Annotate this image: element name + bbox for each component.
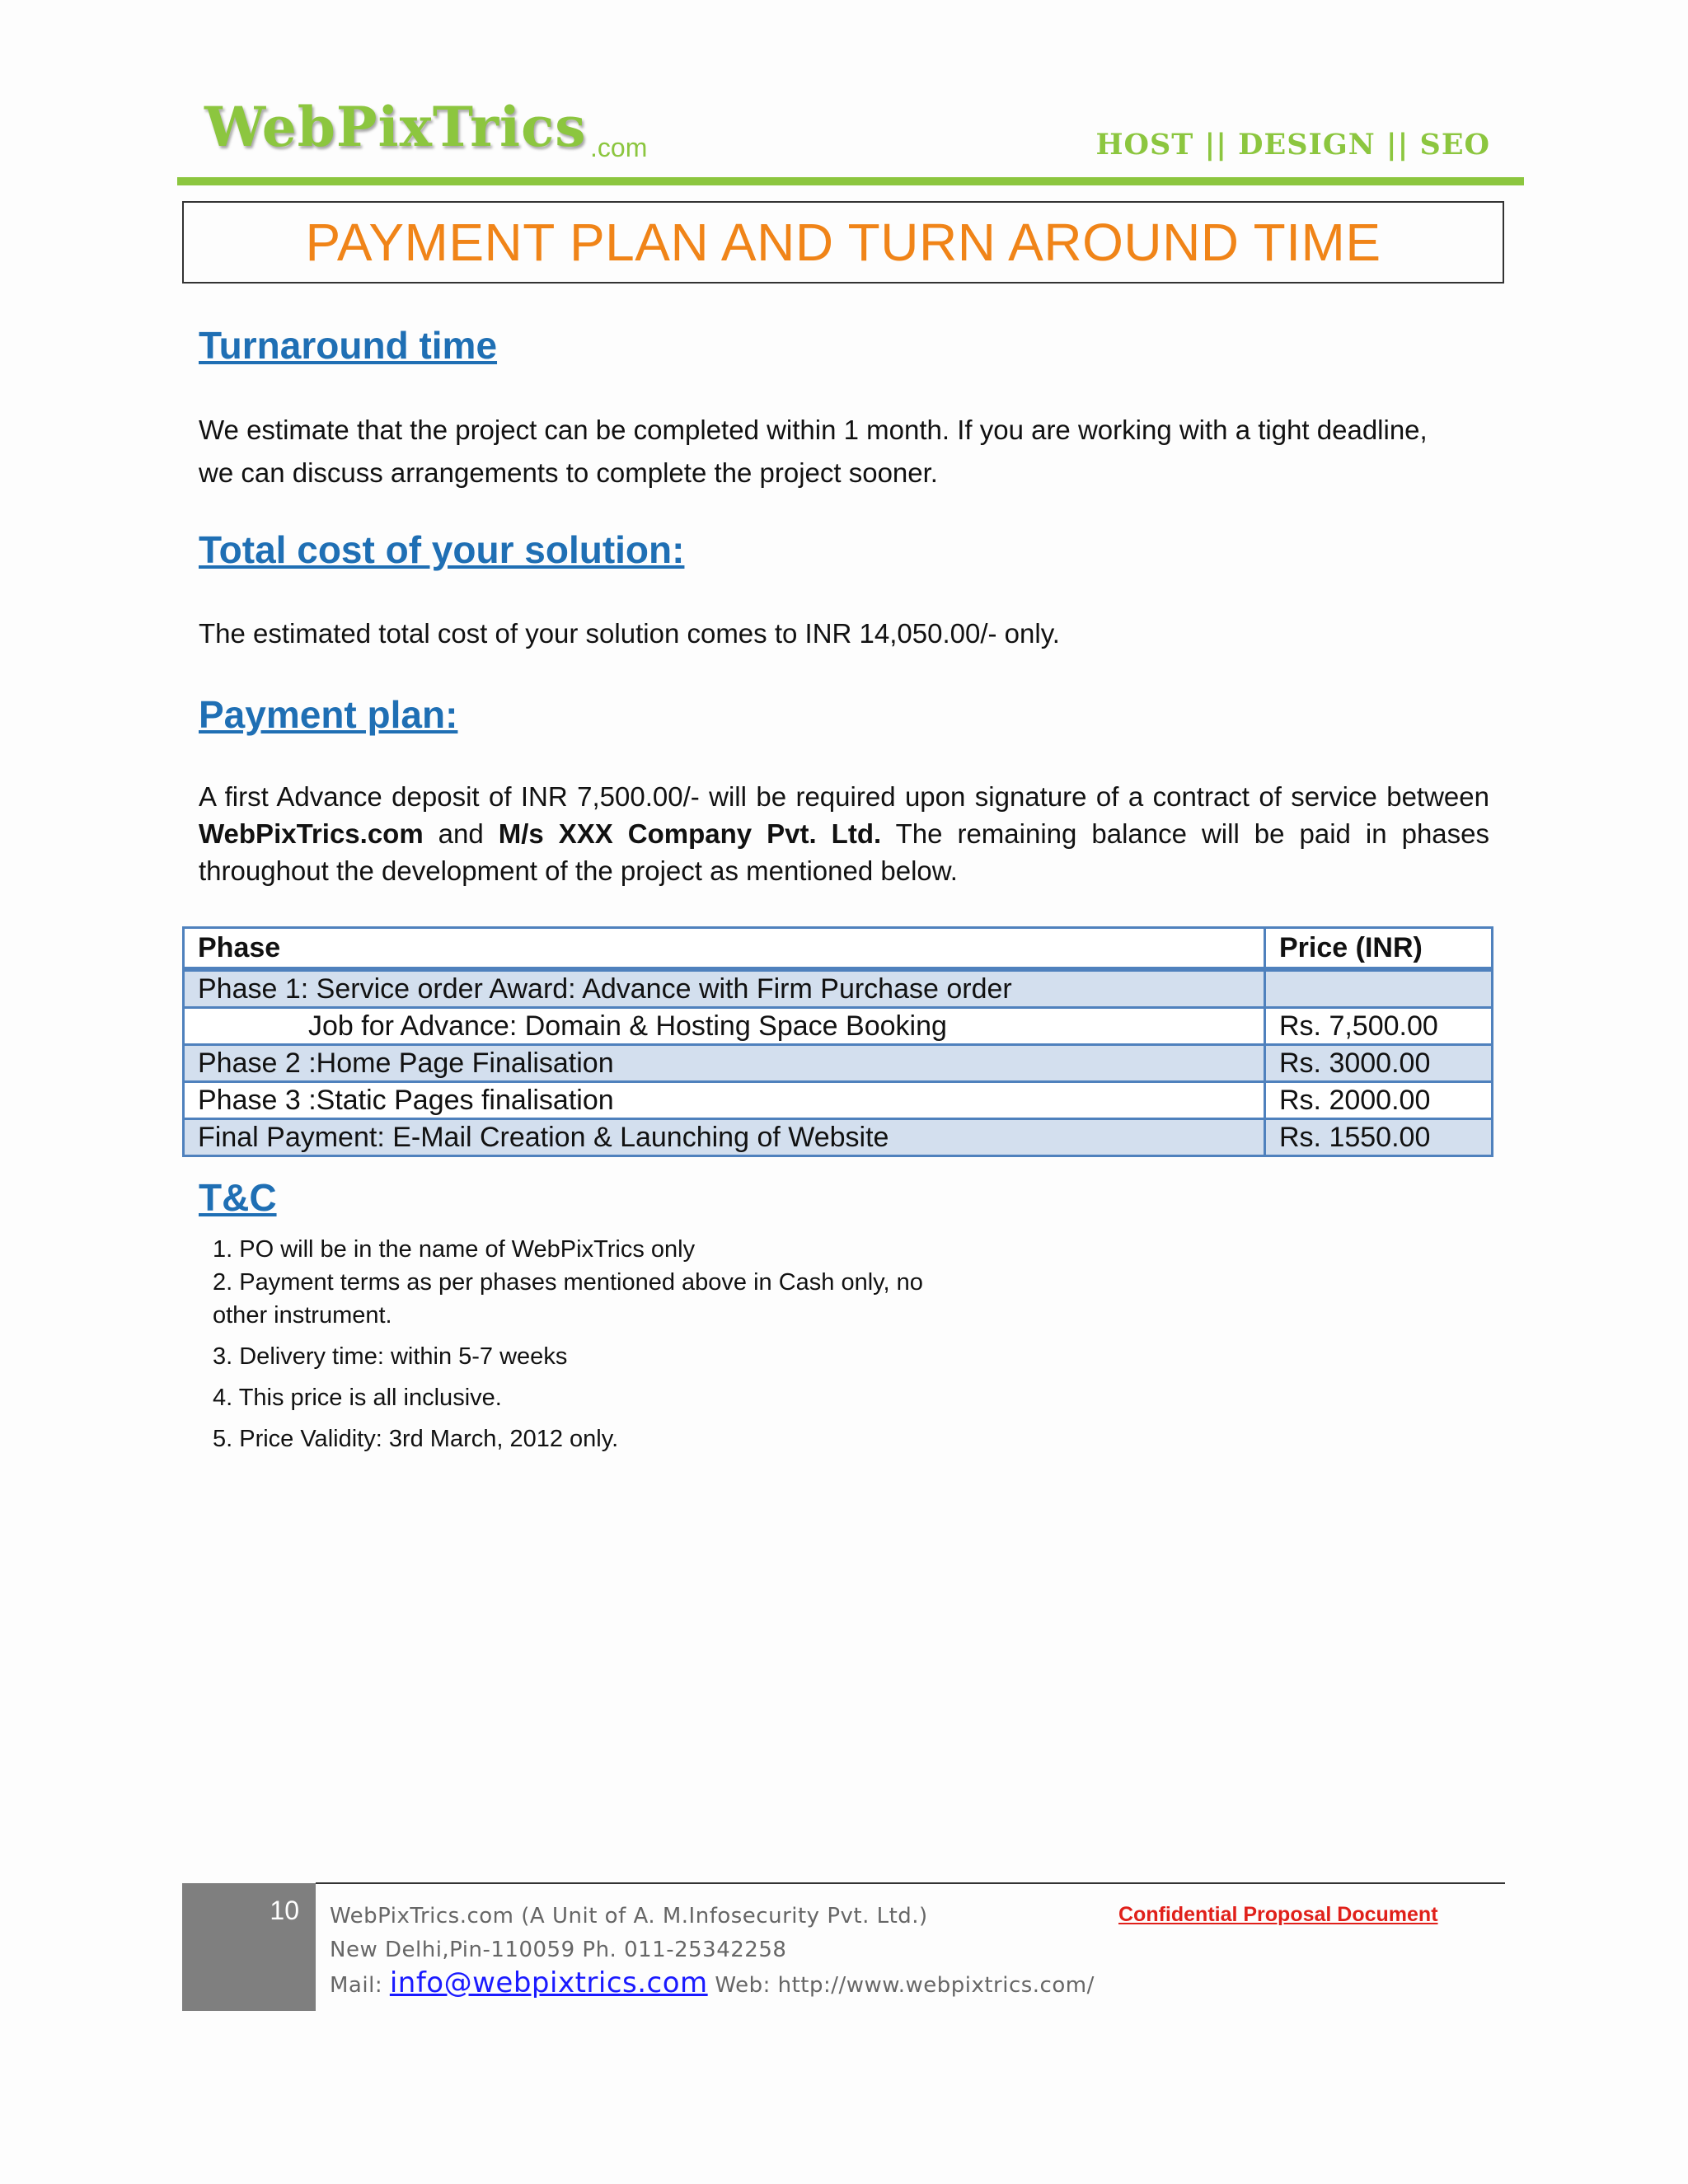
web-text: Web: http://www.webpixtrics.com/ bbox=[707, 1973, 1095, 1998]
table-header-row bbox=[184, 928, 1493, 970]
phase-cell: Job for Advance: Domain & Hosting Space Booking bbox=[184, 1008, 1265, 1045]
payment-text-part: and bbox=[423, 818, 499, 849]
price-cell: Rs. 2000.00 bbox=[1265, 1082, 1493, 1119]
payment-plan-text bbox=[199, 778, 1489, 889]
list-item: 4. This price is all inclusive. bbox=[213, 1385, 502, 1411]
phase-cell: Final Payment: E-Mail Creation & Launching of Website bbox=[184, 1119, 1265, 1156]
list-item: other instrument. bbox=[213, 1302, 392, 1329]
table-row bbox=[184, 1008, 1493, 1045]
price-cell: Rs. 1550.00 bbox=[1265, 1119, 1493, 1156]
phase-cell: Phase 1: Service order Award: Advance with Firm Purchase order bbox=[184, 969, 1265, 1008]
page-number: 10 bbox=[270, 1896, 299, 1925]
footer-company-line: WebPixTrics.com (A Unit of A. M.Infosecurity Pvt. Ltd.) bbox=[330, 1904, 928, 1929]
mail-label: Mail: bbox=[330, 1973, 390, 1998]
payment-text-part: The remaining balance will be paid in phases throughout the development of the project as mentioned below. bbox=[199, 818, 1489, 886]
page-title: PAYMENT PLAN AND TURN AROUND TIME bbox=[305, 213, 1381, 272]
phase-cell: Phase 2 :Home Page Finalisation bbox=[184, 1045, 1265, 1082]
footer-contact-line bbox=[330, 1966, 1095, 1999]
turnaround-line-2: we can discuss arrangements to complete the project sooner. bbox=[199, 457, 938, 488]
phase-cell: Phase 3 :Static Pages finalisation bbox=[184, 1082, 1265, 1119]
vendor-name: WebPixTrics.com bbox=[199, 818, 424, 849]
table-row bbox=[184, 1082, 1493, 1119]
header-divider bbox=[177, 177, 1524, 185]
list-item: 2. Payment terms as per phases mentioned above in Cash only, no bbox=[213, 1269, 923, 1296]
list-item: 5. Price Validity: 3rd March, 2012 only. bbox=[213, 1426, 619, 1452]
payment-phase-table bbox=[182, 926, 1493, 1157]
tc-heading: T&C bbox=[199, 1176, 277, 1219]
logo-wordmark: WebPixTrics bbox=[204, 95, 587, 159]
client-name: M/s XXX Company Pvt. Ltd. bbox=[498, 818, 882, 849]
table-row bbox=[184, 969, 1493, 1008]
turnaround-text bbox=[199, 409, 1489, 494]
column-header-price: Price (INR) bbox=[1265, 928, 1493, 970]
footer-divider bbox=[316, 1882, 1505, 1884]
footer-address-line: New Delhi,Pin-110059 Ph. 011-25342258 bbox=[330, 1938, 787, 1962]
logo-suffix: .com bbox=[590, 133, 648, 162]
turnaround-heading: Turnaround time bbox=[199, 324, 498, 367]
list-item: 1. PO will be in the name of WebPixTrics only bbox=[213, 1236, 696, 1263]
payment-text-part: A first Advance deposit of INR 7,500.00/- will be required upon signature of a contract of service between bbox=[199, 781, 1489, 812]
table-row bbox=[184, 1119, 1493, 1156]
table-row bbox=[184, 1045, 1493, 1082]
confidential-label: Confidential Proposal Document bbox=[1118, 1903, 1438, 1926]
total-cost-heading: Total cost of your solution: bbox=[199, 528, 685, 571]
price-cell: Rs. 3000.00 bbox=[1265, 1045, 1493, 1082]
column-header-phase: Phase bbox=[184, 928, 1265, 970]
payment-plan-heading: Payment plan: bbox=[199, 693, 458, 736]
price-cell bbox=[1265, 969, 1493, 1008]
turnaround-line-1: We estimate that the project can be completed within 1 month. If you are working with a tight deadline, bbox=[199, 415, 1428, 445]
total-cost-text: The estimated total cost of your solution comes to INR 14,050.00/- only. bbox=[199, 618, 1060, 649]
price-cell: Rs. 7,500.00 bbox=[1265, 1008, 1493, 1045]
header-tagline: HOST || DESIGN || SEO bbox=[1095, 128, 1490, 162]
email-link[interactable]: info@webpixtrics.com bbox=[389, 1966, 708, 1999]
list-item: 3. Delivery time: within 5-7 weeks bbox=[213, 1343, 568, 1370]
page-title-box bbox=[182, 201, 1504, 284]
